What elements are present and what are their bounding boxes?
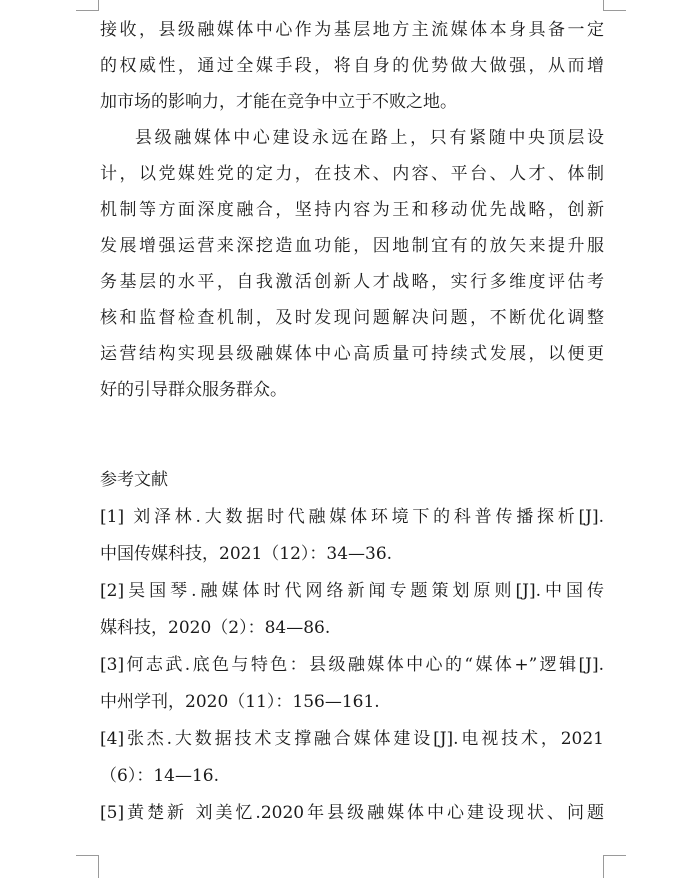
body-line: 务基层的水平，自我激活创新人才战略，实行多维度评估考 <box>100 272 604 292</box>
reference-line: （6）：14—16. <box>100 766 219 786</box>
body-line: 的权威性，通过全媒手段，将自身的优势做大做强，从而增 <box>100 56 604 76</box>
references-heading: 参考文献 <box>100 470 168 490</box>
body-line: 接收，县级融媒体中心作为基层地方主流媒体本身具备一定 <box>100 20 604 40</box>
body-line: 计，以党媒姓党的定力，在技术、内容、平台、人才、体制 <box>100 164 604 184</box>
reference-line: 中国传媒科技，2021（12）：34—36. <box>100 544 393 564</box>
body-line: 机制等方面深度融合，坚持内容为王和移动优先战略，创新 <box>100 200 604 220</box>
crop-mark-top-left <box>76 0 99 11</box>
reference-line: [1] 刘泽林.大数据时代融媒体环境下的科普传播探析[J]. <box>100 507 604 527</box>
body-line: 县级融媒体中心建设永远在路上，只有紧随中央顶层设 <box>135 128 604 148</box>
body-line: 加市场的影响力，才能在竞争中立于不败之地。 <box>100 92 457 112</box>
body-line: 核和监督检查机制，及时发现问题解决问题，不断优化调整 <box>100 308 604 328</box>
reference-line: 中州学刊，2020（11）：156—161. <box>100 692 380 712</box>
reference-line: [3]何志武.底色与特色：县级融媒体中心的“媒体+”逻辑[J]. <box>100 655 604 675</box>
body-line: 运营结构实现县级融媒体中心高质量可持续式发展，以便更 <box>100 344 604 364</box>
body-line: 发展增强运营来深挖造血功能，因地制宜有的放矢来提升服 <box>100 236 604 256</box>
reference-line: [2]吴国琴.融媒体时代网络新闻专题策划原则[J].中国传 <box>100 581 604 601</box>
crop-mark-top-right <box>603 0 626 11</box>
crop-mark-bottom-right <box>603 855 626 878</box>
reference-line: [5]黄楚新 刘美忆.2020年县级融媒体中心建设现状、问题 <box>100 803 604 823</box>
reference-line: 媒科技，2020（2）：84—86. <box>100 618 331 638</box>
body-line: 好的引导群众服务群众。 <box>100 380 287 400</box>
crop-mark-bottom-left <box>76 855 99 878</box>
reference-line: [4]张杰.大数据技术支撑融合媒体建设[J].电视技术，2021 <box>100 729 604 749</box>
